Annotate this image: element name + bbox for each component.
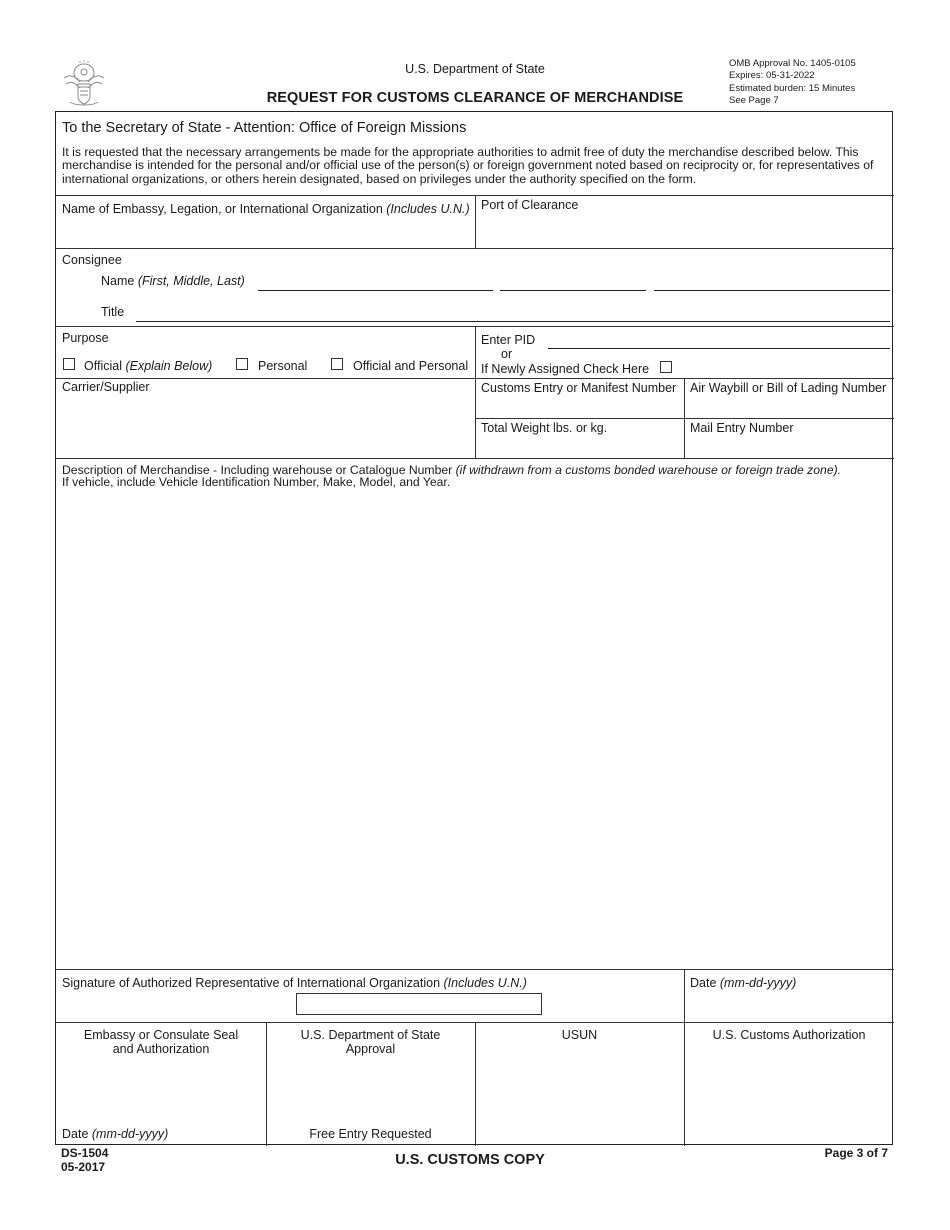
copy-label: U.S. CUSTOMS COPY (395, 1152, 545, 1168)
personal-checkbox[interactable] (236, 358, 248, 370)
or-label: or (501, 347, 513, 361)
department-seal-icon (60, 58, 108, 110)
newly-assigned-label: If Newly Assigned Check Here (481, 362, 650, 376)
form-number: DS-1504 05-2017 (61, 1146, 109, 1174)
official-checkbox[interactable] (63, 358, 75, 370)
omb-expires: Expires: 05-31-2022 (729, 70, 815, 82)
first-name-field[interactable] (258, 290, 493, 291)
intro-paragraph: It is requested that the necessary arrangements be made for the appropriate authorities to admit free of duty the merchandise described below. This merchandise is intended for the personal and/or official use of the person(s) or foreign government noted based on reciprocity or, for representatives of international organizations, or others herein designated, based on privileges under the authority specified on the form. (62, 145, 874, 186)
embassy-seal-label: Embassy or Consulate Seal and Authorization (83, 1028, 239, 1056)
customs-authorization-label: U.S. Customs Authorization (712, 1028, 866, 1042)
title-field[interactable] (136, 321, 890, 322)
seal-date-label: Date (mm-dd-yyyy) (62, 1127, 169, 1141)
signature-field[interactable] (296, 993, 542, 1015)
air-waybill-label: Air Waybill or Bill of Lading Number (690, 381, 887, 395)
form-body (55, 111, 893, 1145)
title-label: Title (101, 305, 125, 319)
department-name: U.S. Department of State (405, 62, 545, 76)
signature-date-label: Date (mm-dd-yyyy) (690, 976, 797, 990)
pid-field[interactable] (548, 348, 890, 349)
signature-label: Signature of Authorized Representative of International Organization (Includes U.N.) (62, 976, 527, 990)
enter-pid-label: Enter PID (481, 333, 536, 347)
omb-approval: OMB Approval No. 1405-0105 (729, 58, 856, 69)
description-line2: If vehicle, include Vehicle Identification Number, Make, Model, and Year. (62, 475, 451, 489)
purpose-label: Purpose (62, 331, 109, 345)
personal-label: Personal (258, 359, 308, 373)
official-label: Official (Explain Below) (84, 359, 213, 373)
free-entry-label: Free Entry Requested (309, 1127, 432, 1141)
last-name-field[interactable] (654, 290, 890, 291)
mail-entry-label: Mail Entry Number (690, 421, 794, 435)
name-label: Name (First, Middle, Last) (101, 274, 245, 288)
dos-approval-label: U.S. Department of State Approval (300, 1028, 441, 1056)
middle-name-field[interactable] (500, 290, 646, 291)
consignee-label: Consignee (62, 253, 122, 267)
embassy-label: Name of Embassy, Legation, or International Organization (Includes U.N.) (62, 202, 470, 216)
omb-block (729, 58, 856, 107)
customs-entry-label: Customs Entry or Manifest Number (481, 381, 677, 395)
carrier-supplier-label: Carrier/Supplier (62, 380, 150, 394)
omb-see-page: See Page 7 (729, 94, 779, 106)
form-title: REQUEST FOR CUSTOMS CLEARANCE OF MERCHANDISE (266, 90, 684, 106)
port-of-clearance-label: Port of Clearance (481, 198, 579, 212)
official-and-personal-label: Official and Personal (353, 359, 469, 373)
total-weight-label: Total Weight lbs. or kg. (481, 421, 608, 435)
omb-burden: Estimated burden: 15 Minutes (729, 82, 856, 94)
description-label: Description of Merchandise - Including warehouse or Catalogue Number (if withdrawn from a customs bonded warehouse or foreign trade zone). (62, 463, 842, 477)
newly-assigned-checkbox[interactable] (660, 361, 672, 373)
official-and-personal-checkbox[interactable] (331, 358, 343, 370)
usun-label: USUN (561, 1028, 598, 1042)
page-number: Page 3 of 7 (824, 1146, 888, 1160)
to-line: To the Secretary of State - Attention: Office of Foreign Missions (62, 120, 467, 136)
